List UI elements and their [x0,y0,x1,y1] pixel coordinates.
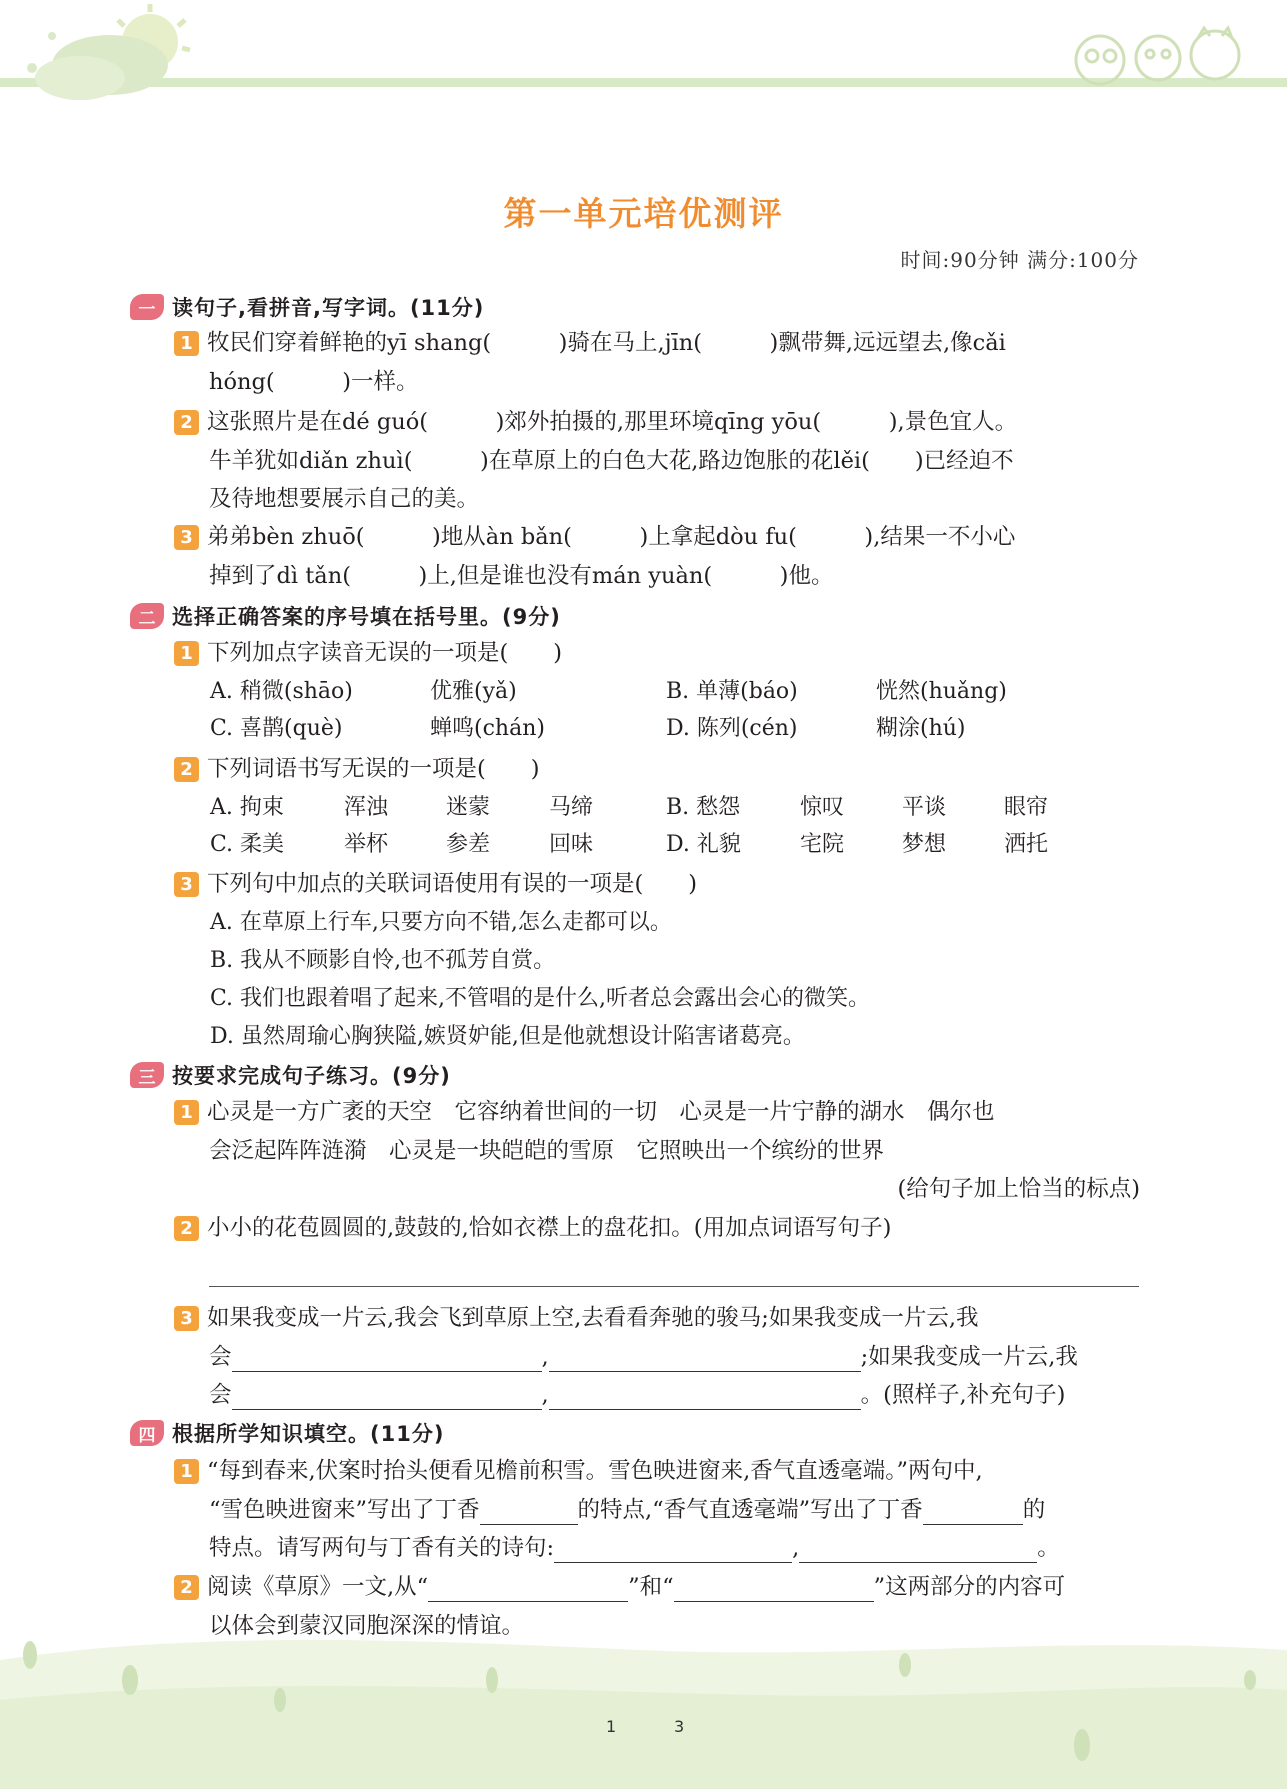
section-4-header [130,1416,444,1450]
fill-line-2 [209,1380,1065,1410]
option-d-word2: 糊涂(hú) [876,716,966,741]
question-text-line: hóng( )一样。 [209,369,419,395]
question-instruction: (给句子加上恰当的标点) [897,1176,1140,1202]
fill-line [209,1533,1060,1563]
question-number: 1 [174,1459,199,1484]
option-c-3: 参差 [446,832,491,857]
answer-blank[interactable] [554,1538,792,1563]
option-a-3: 迷蒙 [446,795,491,820]
question-number: 1 [174,1100,199,1125]
text-fragment: “雪色映进窗来”写出了丁香 [209,1497,480,1523]
option-b-word2: 恍然(huǎng) [876,679,1007,704]
footer-landscape [0,1620,1287,1789]
question-text-line: 掉到了dì tǎn( )上,但是谁也没有mán yuàn( )他。 [209,563,834,589]
section-1-header [130,290,484,324]
option-c-1: C. 柔美 [210,832,285,857]
question-2-3 [174,869,1140,899]
section-title: 选择正确答案的序号填在括号里。(9分) [172,605,561,629]
text-fragment: , [541,1382,549,1408]
text-fragment: 。 [1037,1535,1060,1561]
answer-blank[interactable] [480,1500,578,1525]
option-b-2: 惊叹 [800,795,845,820]
page-title: 第一单元培优测评 [503,194,784,233]
answer-blank[interactable] [428,1577,628,1602]
question-2-1 [174,638,1140,668]
option-c: C. 我们也跟着唱了起来,不管唱的是什么,听者总会露出会心的微笑。 [210,986,871,1011]
question-text: 这张照片是在dé guó( )郊外拍摄的,那里环境qīng yōu( ),景色宜人。 [207,409,1018,435]
option-d-3: 梦想 [902,832,947,857]
section-title: 根据所学知识填空。(11分) [172,1422,445,1446]
option-a-4: 马缔 [549,795,594,820]
text-fragment: ”和“ [628,1574,674,1600]
option-b-4: 眼帘 [1004,795,1049,820]
option-b-3: 平谈 [902,795,947,820]
option-a-word2: 优雅(yǎ) [430,679,517,704]
answer-blank[interactable] [232,1385,542,1410]
question-2-2 [174,754,1140,784]
option-d: D. 虽然周瑜心胸狭隘,嫉贤妒能,但是他就想设计陷害诸葛亮。 [210,1024,805,1049]
page-number-left: 1 [606,1717,617,1736]
section-badge: 三 [130,1062,164,1088]
question-4-2 [174,1572,1140,1602]
answer-line[interactable] [209,1286,1139,1287]
option-b: B. 我从不顾影自怜,也不孤芳自赏。 [210,948,556,973]
option-b-1: B. 愁怨 [666,795,741,820]
option-c-word2: 蝉鸣(chán) [430,716,545,741]
option-a-2: 浑浊 [344,795,389,820]
question-stem: 下列句中加点的关联词语使用有误的一项是( ) [207,871,698,897]
question-number: 2 [174,757,199,782]
question-1-1 [174,328,1140,358]
answer-blank[interactable] [232,1347,542,1372]
question-stem: 下列词语书写无误的一项是( ) [207,756,540,782]
question-text-line: 牛羊犹如diǎn zhuì( )在草原上的白色大花,路边饱胀的花lěi( )已经迫不 [209,448,1014,474]
question-4-1 [174,1456,1140,1486]
option-c-4: 回味 [549,832,594,857]
answer-blank[interactable] [799,1538,1037,1563]
section-badge: 四 [130,1420,164,1446]
text-fragment: 。(照样子,补充句子) [860,1382,1066,1408]
section-badge: 一 [130,294,164,320]
text-fragment: ;如果我变成一片云,我 [860,1344,1078,1370]
question-3-2 [174,1213,1140,1243]
option-a-1: A. 拘束 [210,795,284,820]
text-fragment: , [541,1344,549,1370]
animal-faces-icon [1076,28,1239,84]
question-number: 1 [174,641,199,666]
question-text-line: 及待地想要展示自己的美。 [209,486,480,512]
question-stem: 下列加点字读音无误的一项是( ) [207,640,563,666]
option-d-4: 洒托 [1004,832,1049,857]
option-d-word1: D. 陈列(cén) [666,716,798,741]
question-1-3 [174,522,1140,552]
section-2-header [130,599,561,633]
question-3-3 [174,1303,1140,1333]
fill-line-1 [209,1342,1078,1372]
answer-blank[interactable] [674,1577,874,1602]
question-text: 心灵是一方广袤的天空 它容纳着世间的一切 心灵是一片宁静的湖水 偶尔也 [207,1099,995,1125]
option-d-2: 宅院 [800,832,845,857]
page-number-right: 3 [674,1717,685,1736]
question-text [207,1572,1065,1602]
answer-blank[interactable] [549,1347,861,1372]
question-number: 2 [174,1575,199,1600]
option-c-word1: C. 喜鹊(què) [210,716,343,741]
option-b-word1: B. 单薄(báo) [666,679,798,704]
text-fragment: 阅读《草原》一文,从“ [207,1574,429,1600]
question-3-1 [174,1097,1140,1127]
text-fragment: 会 [209,1344,232,1370]
question-text: 如果我变成一片云,我会飞到草原上空,去看看奔驰的骏马;如果我变成一片云,我 [207,1305,979,1331]
question-text: “每到春来,伏案时抬头便看见檐前积雪。雪色映进窗来,香气直透毫端。”两句中, [207,1458,983,1484]
question-number: 1 [174,331,199,356]
option-c-2: 举杯 [344,832,389,857]
question-number: 3 [174,1306,199,1331]
fill-line [209,1495,1045,1525]
option-d-1: D. 礼貌 [666,832,741,857]
text-fragment: 特点。请写两句与丁香有关的诗句: [209,1535,555,1561]
section-title: 读句子,看拼音,写字词。(11分) [172,296,485,320]
question-text: 弟弟bèn zhuō( )地从àn bǎn( )上拿起dòu fu( ),结果一不小心 [207,524,1016,550]
question-number: 3 [174,525,199,550]
option-a: A. 在草原上行车,只要方向不错,怎么走都可以。 [210,910,672,935]
text-fragment: 的 [1022,1497,1046,1523]
answer-blank[interactable] [549,1385,861,1410]
section-title: 按要求完成句子练习。(9分) [172,1064,451,1088]
question-text: 牧民们穿着鲜艳的yī shang( )骑在马上,jīn( )飘带舞,远远望去,像cǎi [207,330,1006,356]
section-badge: 二 [130,603,164,629]
question-text-line: 会泛起阵阵涟漪 心灵是一块皑皑的雪原 它照映出一个缤纷的世界 [209,1138,885,1164]
section-3-header [130,1058,451,1092]
question-text-line: 以体会到蒙汉同胞深深的情谊。 [209,1613,525,1639]
question-number: 2 [174,1216,199,1241]
question-number: 3 [174,872,199,897]
text-fragment: ”这两部分的内容可 [873,1574,1066,1600]
text-fragment: 的特点,“香气直透毫端”写出了丁香 [577,1497,923,1523]
text-fragment: 会 [209,1382,232,1408]
time-score-info: 时间:90分钟 满分:100分 [900,248,1139,272]
header-decoration [0,0,1287,130]
question-text: 小小的花苞圆圆的,鼓鼓的,恰如衣襟上的盘花扣。(用加点词语写句子) [207,1215,892,1241]
text-fragment: , [792,1535,800,1561]
question-1-2 [174,407,1140,437]
question-number: 2 [174,410,199,435]
option-a-word1: A. 稍微(shāo) [210,679,353,704]
answer-blank[interactable] [923,1500,1023,1525]
